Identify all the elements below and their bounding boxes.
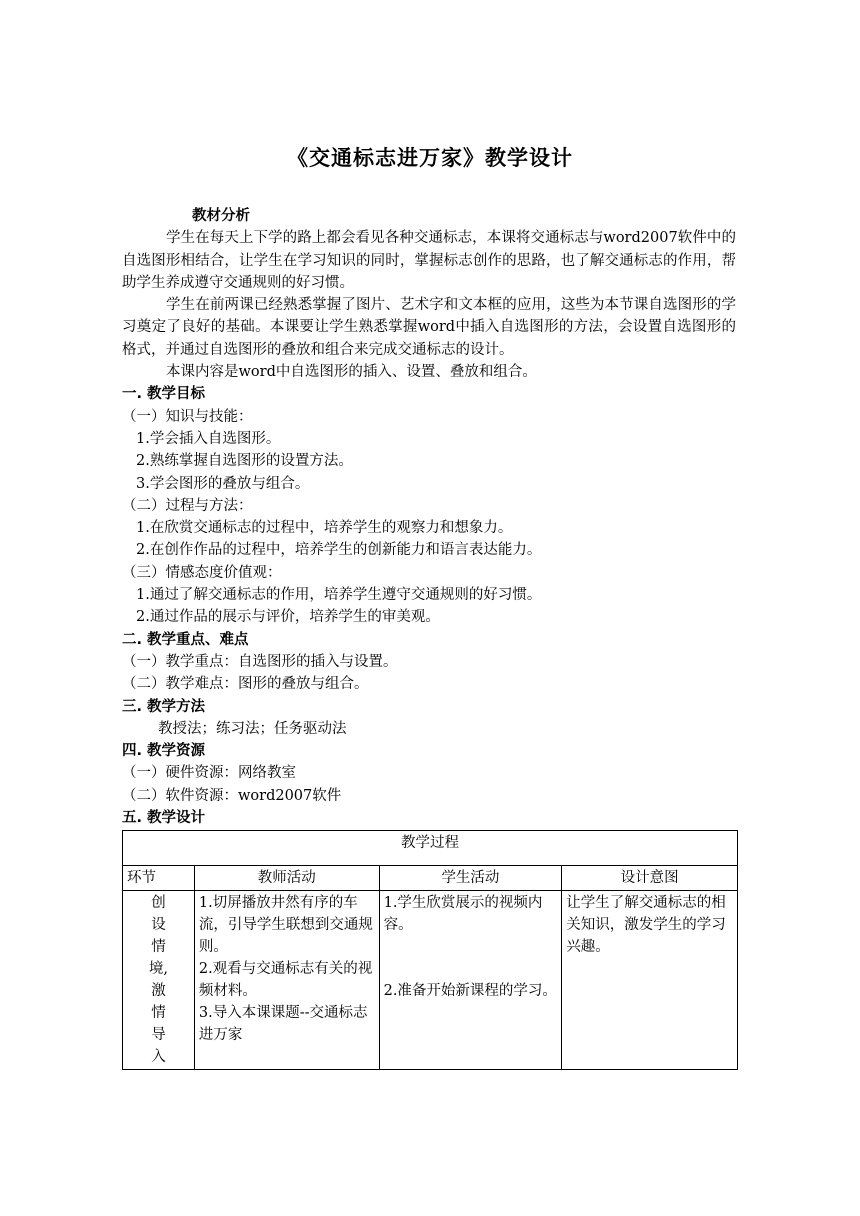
teacher-activity-item: 3.导入本课课题--交通标志进万家 [198, 1005, 368, 1044]
section-heading-objectives: 一. 教学目标 [122, 386, 206, 403]
table-header-cell: 教师活动 [194, 866, 379, 891]
section-heading-methods: 三. 教学方法 [122, 698, 206, 715]
stage-char: 创 [151, 895, 166, 912]
table-row [123, 891, 738, 1070]
stage-char: 设 [151, 917, 166, 934]
resource-item: （二）软件资源：word2007软件 [122, 787, 342, 804]
stage-char: 入 [151, 1049, 166, 1066]
objective-group-title: （三）情感态度价值观： [122, 564, 282, 581]
table-header-cell: 设计意图 [562, 866, 738, 891]
analysis-paragraph: 学生在前两课已经熟悉掌握了图片、艺术字和文本框的应用，这些为本节课自选图形的学习奠定了良好的基础。本课要让学生熟悉掌握word中插入自选图形的方法，会设置自选图形的格式，并通过自选图形的叠放和组合来完成交通标志的设计。 [122, 297, 736, 358]
objective-group-title: （一）知识与技能： [122, 408, 253, 425]
teaching-process-table [122, 830, 738, 1070]
objective-item: 1.在欣赏交通标志的过程中，培养学生的观察力和想象力。 [136, 520, 513, 537]
stage-char: 境, [148, 961, 168, 978]
student-activity-item: 1.学生欣赏展示的视频内容。 [383, 895, 543, 934]
section-heading-design: 五. 教学设计 [122, 810, 206, 827]
analysis-heading: 教材分析 [192, 208, 250, 224]
document-body [122, 205, 736, 1070]
objective-item: 1.通过了解交通标志的作用，培养学生遵守交通规则的好习惯。 [136, 587, 542, 604]
stage-char: 情 [151, 939, 166, 956]
stage-char: 激 [151, 983, 166, 1000]
section-heading-resources: 四. 教学资源 [122, 743, 206, 760]
table-header-cell: 环节 [123, 866, 195, 891]
analysis-paragraph: 学生在每天上下学的路上都会看见各种交通标志，本课将交通标志与word2007软件中的自选图形相结合，让学生在学习知识的同时，掌握标志创作的思路，也了解交通标志的作用，帮助学生养成遵守交通规则的好习惯。 [122, 230, 736, 291]
section-heading-key-points: 二. 教学重点、难点 [122, 631, 249, 648]
student-activity-cell [379, 891, 562, 1070]
stage-cell [123, 891, 195, 1070]
student-activity-item: 2.准备开始新课程的学习。 [383, 983, 557, 1000]
teacher-activity-item: 2.观看与交通标志有关的视频材料。 [198, 961, 373, 1000]
objective-item: 3.学会图形的叠放与组合。 [136, 475, 310, 492]
design-intent-cell: 让学生了解交通标志的相关知识，激发学生的学习兴趣。 [562, 891, 738, 1070]
table-header-cell: 学生活动 [379, 866, 562, 891]
teacher-activity-item: 1.切屏播放井然有序的车流，引导学生联想到交通规则。 [198, 895, 373, 956]
teacher-activity-cell [194, 891, 379, 1070]
methods-text: 教授法；练习法；任务驱动法 [158, 720, 347, 737]
document-title: 《交通标志进万家》教学设计 [287, 146, 573, 170]
table-caption: 教学过程 [123, 831, 738, 866]
objective-item: 2.在创作作品的过程中，培养学生的创新能力和语言表达能力。 [136, 542, 542, 559]
objective-item: 2.熟练掌握自选图形的设置方法。 [136, 453, 353, 470]
resource-item: （一）硬件资源：网络教室 [122, 765, 296, 782]
objective-group-title: （二）过程与方法： [122, 497, 253, 514]
objective-item: 2.通过作品的展示与评价，培养学生的审美观。 [136, 609, 440, 626]
objective-item: 1.学会插入自选图形。 [136, 430, 281, 447]
analysis-paragraph: 本课内容是word中自选图形的插入、设置、叠放和组合。 [166, 364, 537, 381]
key-point-item: （二）教学难点：图形的叠放与组合。 [122, 676, 369, 693]
key-point-item: （一）教学重点：自选图形的插入与设置。 [122, 653, 398, 670]
stage-char: 导 [151, 1027, 166, 1044]
stage-char: 情 [151, 1005, 166, 1022]
